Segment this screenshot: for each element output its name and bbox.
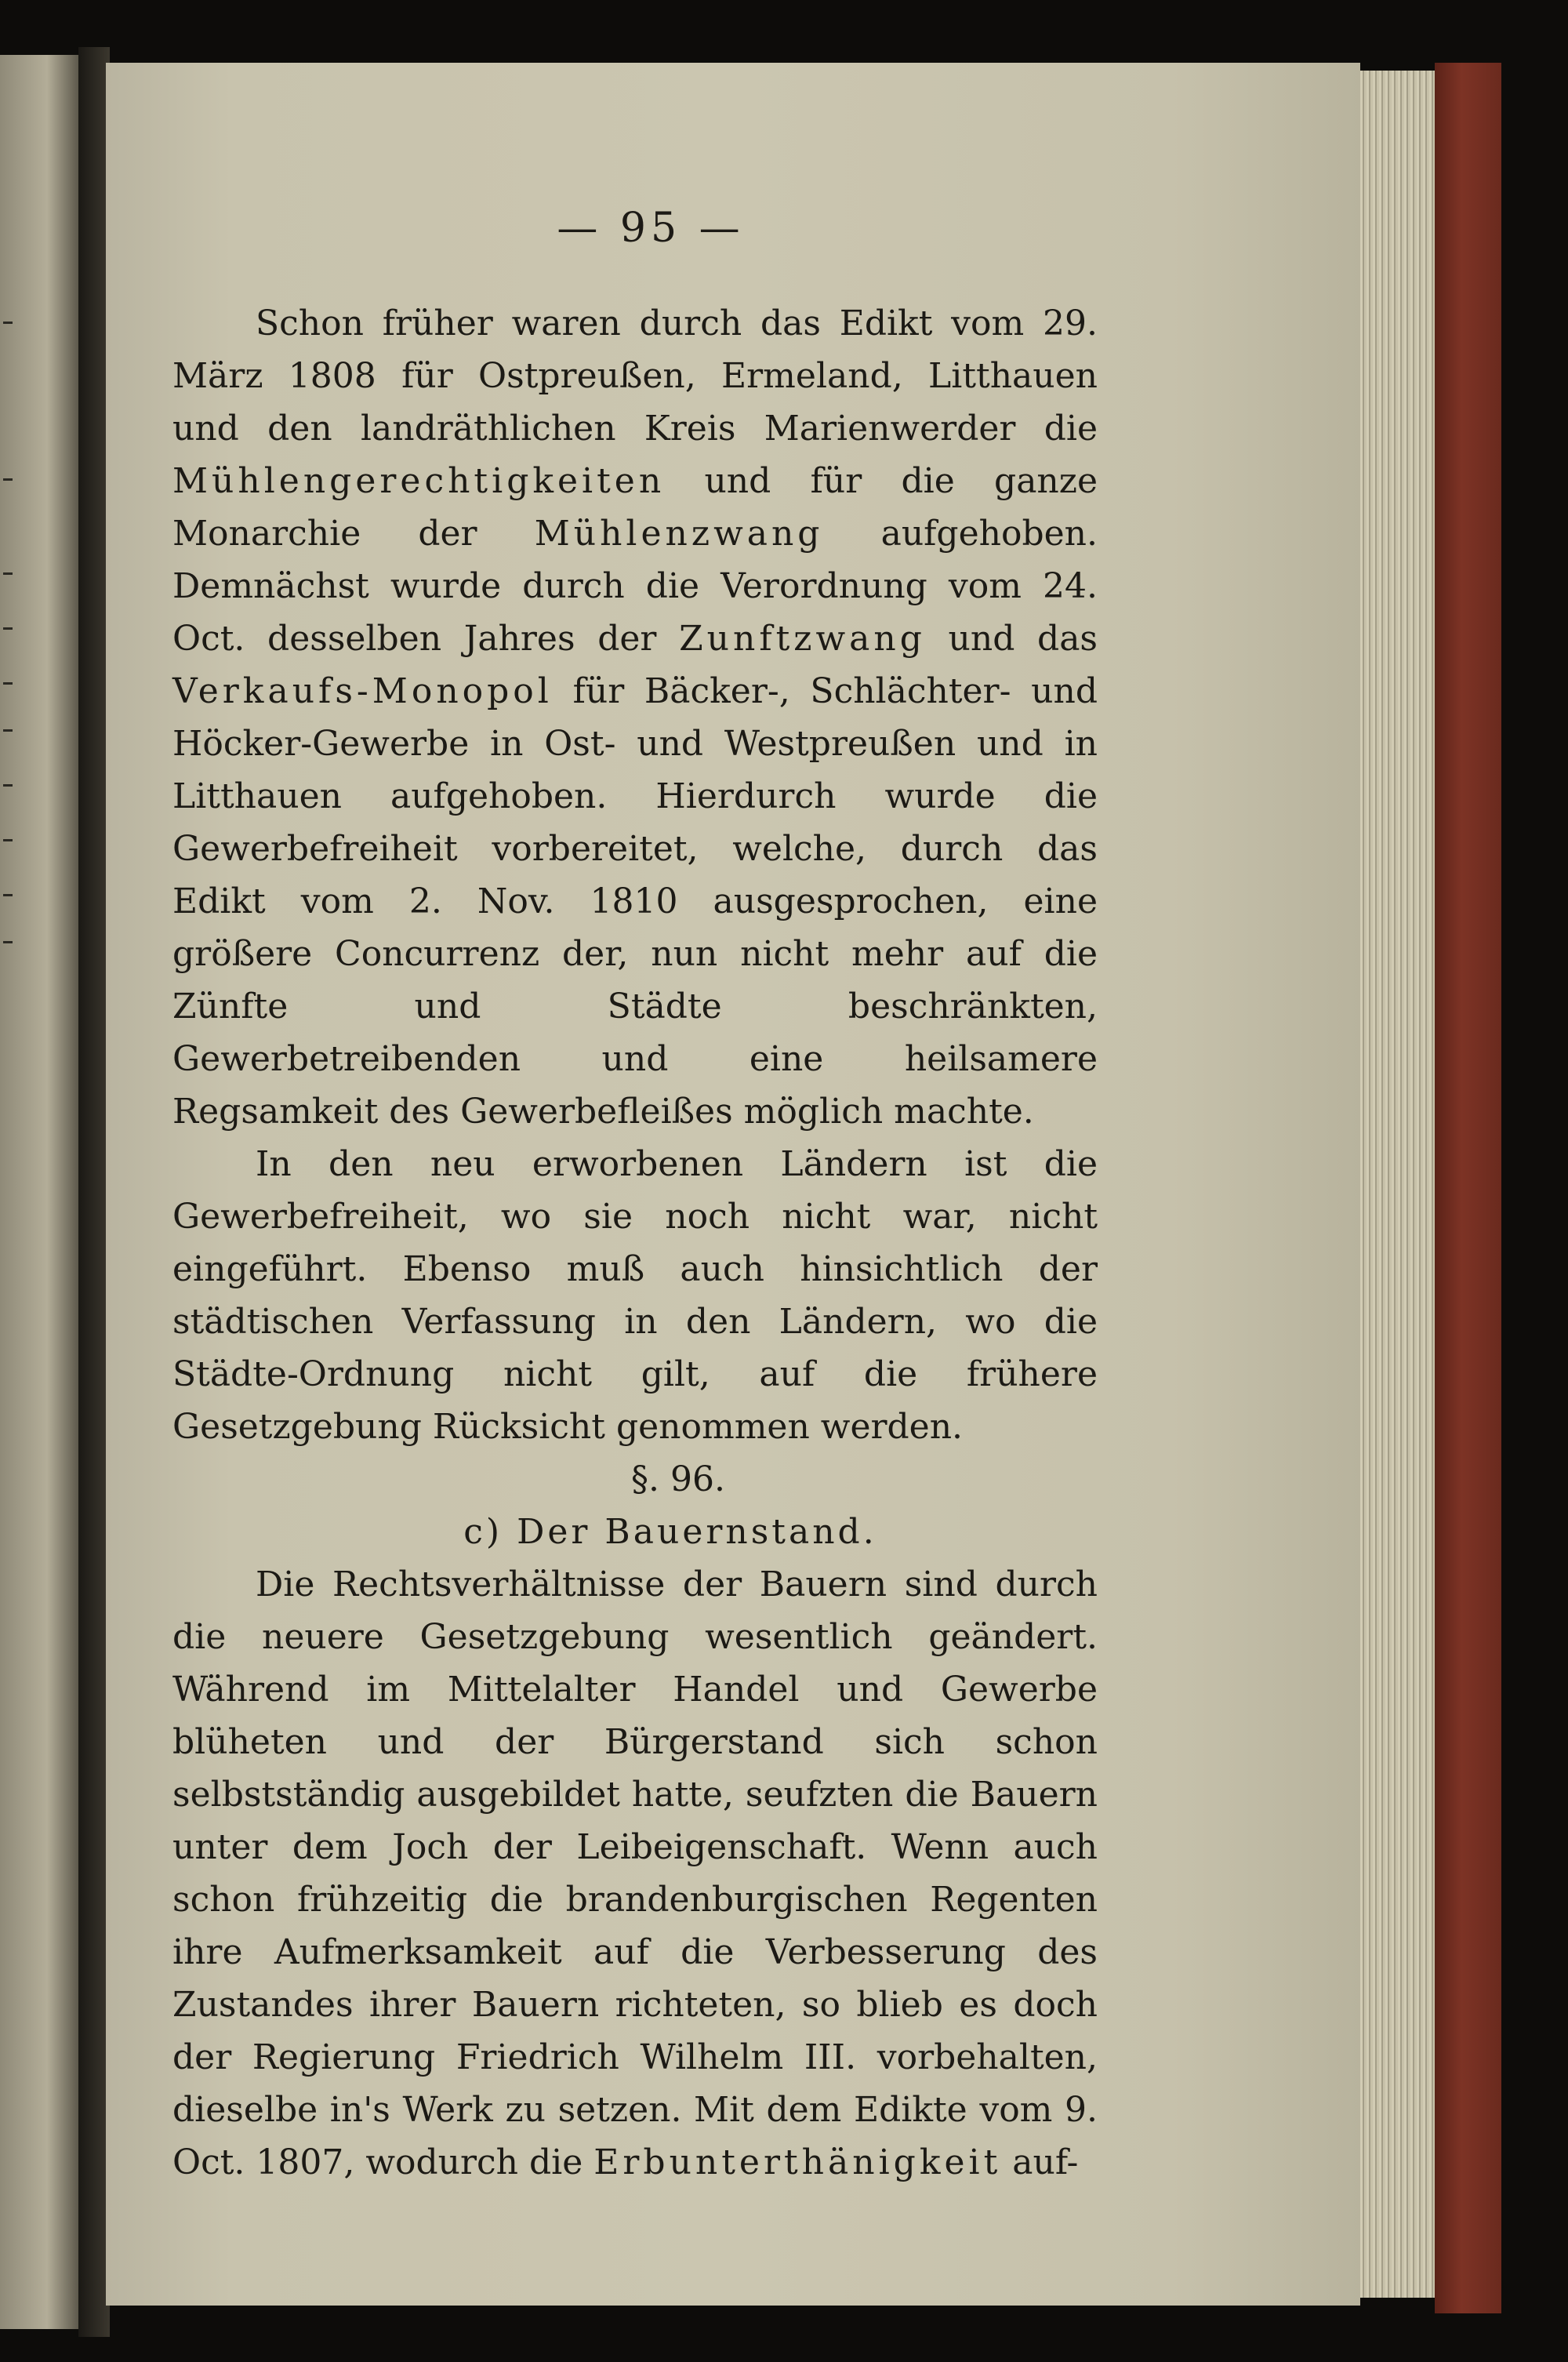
spaced-term: Mühlenzwang	[534, 514, 824, 554]
subsection-heading: c) Der Bauernstand.	[463, 1512, 877, 1552]
text-run: auf-	[1001, 2142, 1079, 2182]
spaced-term: Zunftzwang	[679, 619, 926, 659]
spaced-term: Verkaufs-Monopol	[172, 671, 553, 711]
facing-page-text-marks	[0, 55, 24, 2329]
text-run: für Bäcker-, Schlächter- und Höcker-Gewerbe in Ost- und Westpreußen und in Litthauen aufgehoben. Hierdurch wurde die Gewerbefreiheit vorbereitet, welche, durch das Edikt vom 2. Nov. 1810 ausgesprochen, eine größere Concurrenz der, nun nicht mehr auf die Zünfte und Städte beschränkten, Gewerbetreibenden und eine heilsamere Regsamkeit des Gewerbefleißes möglich machte.	[172, 671, 1098, 1132]
facing-page-edge	[0, 55, 78, 2329]
text-run: Die Rechtsverhältnisse der Bauern sind durch die neuere Gesetzgebung wesentlich geändert. Während im Mittelalter Handel und Gewerbe blüheten und der Bürgerstand sich schon selbstständig ausgebildet hatte, seufzten die Bauern unter dem Joch der Leibeigenschaft. Wenn auch schon frühzeitig die brandenburgischen Regenten ihre Aufmerksamkeit auf die Verbesserung des Zustandes ihrer Bauern richteten, so blieb es doch der Regierung Friedrich Wilhelm III. vorbehalten, dieselbe in's Werk zu setzen. Mit dem Edikte vom 9. Oct. 1807, wodurch die	[172, 1564, 1098, 2182]
paragraph-2: In den neu erworbenen Ländern ist die Gewerbefreiheit, wo sie noch nicht war, nicht eingeführt. Ebenso muß auch hinsichtlich der städtischen Verfassung in den Ländern, wo die Städte-Ordnung nicht gilt, auf die frühere Gesetzgebung Rücksicht genommen werden.	[172, 1144, 1098, 1447]
spaced-term: Erbunterthänigkeit	[593, 2142, 1002, 2182]
paragraph-1	[172, 297, 1098, 1138]
page-text	[172, 202, 1098, 2189]
section-heading: §. 96.	[631, 1459, 725, 1499]
book-gutter	[78, 47, 110, 2337]
text-run: aufgehoben. Demnächst wurde durch die Verordnung vom 24. Oct. desselben Jahres der	[172, 514, 1098, 659]
text-run: Schon früher waren durch das Edikt vom 29. März 1808 für Ostpreußen, Ermeland, Litthauen und den landräthlichen Kreis Marienwerder die	[172, 303, 1098, 449]
paragraph-3	[172, 1558, 1098, 2189]
book-cover-edge	[1435, 63, 1501, 2313]
page-number: — 95 —	[557, 205, 745, 252]
page-stack-edge	[1360, 71, 1435, 2298]
text-run: und das	[925, 619, 1098, 659]
spaced-term: Mühlengerechtigkeiten	[172, 461, 666, 501]
text-run: und für die ganze Monarchie der	[172, 461, 1098, 554]
